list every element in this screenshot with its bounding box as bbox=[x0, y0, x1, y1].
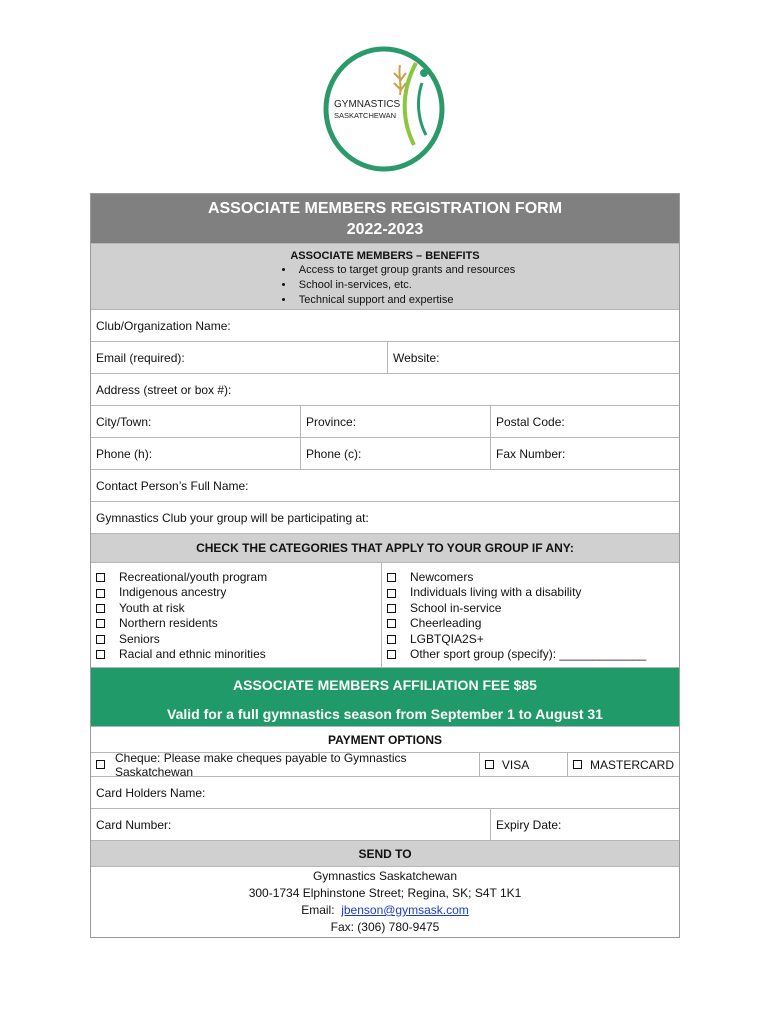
checkbox-icon[interactable] bbox=[387, 650, 396, 659]
category-option[interactable] bbox=[387, 647, 646, 662]
registration-form bbox=[90, 193, 680, 938]
category-option[interactable] bbox=[387, 616, 646, 631]
street-address: 300-1734 Elphinstone Street; Regina, SK; S4T 1K1 bbox=[248, 886, 522, 900]
club-name-field[interactable] bbox=[91, 310, 679, 341]
home-phone-field[interactable] bbox=[91, 438, 301, 469]
affiliation-fee-banner bbox=[91, 668, 679, 726]
category-option[interactable] bbox=[96, 647, 267, 662]
category-label: Newcomers bbox=[410, 570, 474, 584]
category-option[interactable] bbox=[387, 570, 646, 585]
checkbox-icon[interactable] bbox=[485, 760, 494, 769]
gymnastics-club-label: Gymnastics Club your group will be participating at: bbox=[96, 510, 369, 525]
benefit-item: • School in-services, etc. bbox=[295, 278, 515, 293]
address-field[interactable] bbox=[91, 374, 679, 405]
checkbox-icon[interactable] bbox=[573, 760, 582, 769]
category-label: Other sport group (specify): _____________ bbox=[410, 647, 647, 662]
checkbox-icon[interactable] bbox=[387, 619, 396, 628]
card-holder-label: Card Holders Name: bbox=[96, 785, 206, 800]
categories-left bbox=[91, 563, 382, 667]
province-field[interactable] bbox=[301, 406, 491, 437]
category-option[interactable] bbox=[387, 585, 646, 600]
category-label: School in-service bbox=[410, 600, 502, 615]
category-option[interactable] bbox=[387, 632, 646, 647]
website-field[interactable] bbox=[388, 342, 679, 373]
email-line bbox=[301, 902, 469, 919]
email-line-label: Email: bbox=[301, 903, 335, 917]
mailing-address bbox=[91, 867, 679, 937]
org-name: Gymnastics Saskatchewan bbox=[312, 869, 458, 883]
mastercard-label: MASTERCARD bbox=[589, 757, 674, 772]
gymnastics-saskatchewan-logo bbox=[304, 45, 464, 173]
payment-heading-text: PAYMENT OPTIONS bbox=[327, 732, 443, 747]
checkbox-icon[interactable] bbox=[387, 635, 396, 644]
categories-heading bbox=[91, 534, 679, 562]
logo-line2: SASKATCHEWAN bbox=[334, 111, 397, 120]
email-field[interactable] bbox=[91, 342, 388, 373]
category-option[interactable] bbox=[96, 601, 267, 616]
benefits-heading: ASSOCIATE MEMBERS – BENEFITS bbox=[290, 250, 480, 262]
visa-option[interactable] bbox=[480, 753, 568, 776]
gymnastics-club-field[interactable] bbox=[91, 502, 679, 533]
category-label: LGBTQIA2S+ bbox=[410, 631, 484, 646]
form-title-text: ASSOCIATE MEMBERS REGISTRATION FORM bbox=[207, 199, 563, 217]
card-number-label: Card Number: bbox=[96, 817, 172, 832]
send-to-heading-text: SEND TO bbox=[358, 846, 412, 861]
checkbox-icon[interactable] bbox=[96, 619, 105, 628]
city-label: City/Town: bbox=[96, 414, 152, 429]
checkbox-icon[interactable] bbox=[96, 604, 105, 613]
benefit-item: • Access to target group grants and resources bbox=[295, 263, 515, 278]
category-label: Indigenous ancestry bbox=[119, 585, 227, 600]
expiry-date-field[interactable] bbox=[491, 809, 679, 840]
benefits-section bbox=[91, 244, 679, 309]
visa-label: VISA bbox=[501, 757, 530, 772]
fax-line: Fax: (306) 780-9475 bbox=[330, 920, 440, 934]
postal-code-label: Postal Code: bbox=[496, 414, 565, 429]
checkbox-icon[interactable] bbox=[387, 573, 396, 582]
category-option[interactable] bbox=[96, 585, 267, 600]
fax-number-label: Fax Number: bbox=[496, 446, 566, 461]
send-to-heading bbox=[91, 841, 679, 866]
cell-phone-field[interactable] bbox=[301, 438, 491, 469]
cheque-label: Cheque: Please make cheques payable to Gymnastics Saskatchewan bbox=[115, 750, 407, 779]
fee-title: ASSOCIATE MEMBERS AFFILIATION FEE $85 bbox=[233, 677, 537, 693]
category-label: Cheerleading bbox=[410, 616, 482, 631]
checkbox-icon[interactable] bbox=[96, 635, 105, 644]
checkbox-icon[interactable] bbox=[96, 650, 105, 659]
category-option[interactable] bbox=[96, 570, 267, 585]
email-link[interactable]: jbenson@gymsask.com bbox=[341, 903, 469, 917]
mastercard-option[interactable] bbox=[568, 753, 679, 776]
home-phone-label: Phone (h): bbox=[96, 446, 153, 461]
category-option[interactable] bbox=[96, 632, 267, 647]
benefits-list bbox=[255, 263, 515, 308]
province-label: Province: bbox=[306, 414, 357, 429]
checkbox-icon[interactable] bbox=[387, 589, 396, 598]
category-option[interactable] bbox=[96, 616, 267, 631]
form-year: 2022-2023 bbox=[346, 220, 424, 238]
fee-validity: Valid for a full gymnastics season from September 1 to August 31 bbox=[167, 706, 603, 722]
fax-number-field[interactable] bbox=[491, 438, 679, 469]
postal-code-field[interactable] bbox=[491, 406, 679, 437]
category-label: Northern residents bbox=[119, 616, 218, 631]
email-label: Email (required): bbox=[96, 350, 185, 365]
category-label: Individuals living with a disability bbox=[410, 585, 582, 600]
city-field[interactable] bbox=[91, 406, 301, 437]
category-option[interactable] bbox=[387, 601, 646, 616]
checkbox-icon[interactable] bbox=[96, 589, 105, 598]
category-label: Racial and ethnic minorities bbox=[119, 647, 266, 662]
categories-heading-text: CHECK THE CATEGORIES THAT APPLY TO YOUR GROUP IF ANY: bbox=[196, 541, 574, 555]
payment-options-heading bbox=[91, 727, 679, 752]
checkbox-icon[interactable] bbox=[96, 573, 105, 582]
checkbox-icon[interactable] bbox=[387, 604, 396, 613]
cheque-option[interactable] bbox=[91, 750, 480, 779]
club-name-label: Club/Organization Name: bbox=[96, 318, 231, 333]
contact-person-label: Contact Person’s Full Name: bbox=[96, 478, 249, 493]
form-title bbox=[91, 194, 679, 243]
expiry-date-label: Expiry Date: bbox=[496, 817, 562, 832]
card-holder-field[interactable] bbox=[91, 777, 679, 808]
category-label: Seniors bbox=[119, 631, 160, 646]
contact-person-field[interactable] bbox=[91, 470, 679, 501]
card-number-field[interactable] bbox=[91, 809, 491, 840]
cell-phone-label: Phone (c): bbox=[306, 446, 362, 461]
categories-right bbox=[382, 563, 679, 667]
category-label: Recreational/youth program bbox=[119, 570, 268, 584]
benefit-item: • Technical support and expertise bbox=[295, 293, 515, 308]
address-label: Address (street or box #): bbox=[96, 382, 232, 397]
logo-line1: GYMNASTICS bbox=[334, 99, 401, 110]
checkbox-icon[interactable] bbox=[96, 760, 105, 769]
website-label: Website: bbox=[393, 350, 440, 365]
category-label: Youth at risk bbox=[119, 600, 185, 615]
